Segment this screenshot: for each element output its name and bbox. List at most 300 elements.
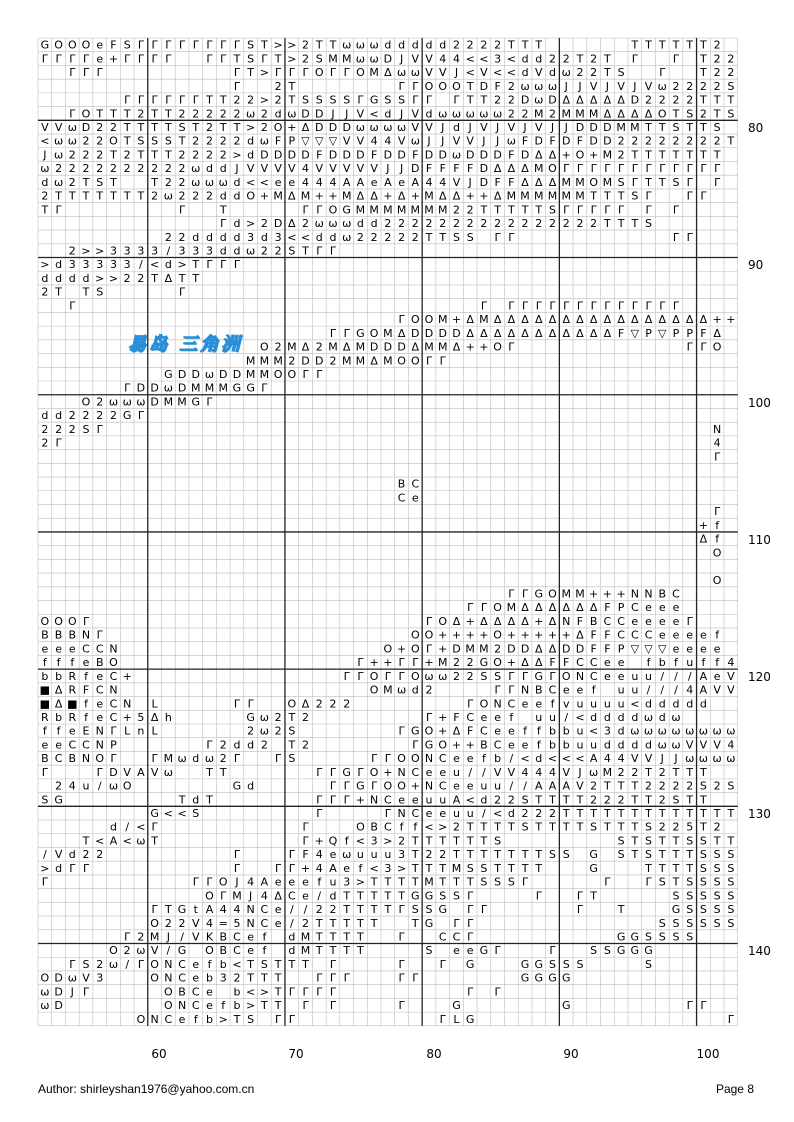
stitch-symbol: S [617, 848, 625, 862]
stitch-symbol: G [411, 889, 420, 903]
stitch-symbol: A [548, 779, 557, 793]
stitch-symbol: 3 [370, 834, 378, 848]
stitch-symbol: T [151, 834, 158, 848]
stitch-symbol: Γ [521, 299, 529, 313]
stitch-symbol: < [506, 66, 516, 80]
stitch-symbol: < [465, 793, 475, 807]
stitch-symbol: O [164, 999, 173, 1013]
stitch-symbol: d [233, 217, 241, 231]
stitch-symbol: Q [328, 834, 338, 848]
stitch-symbol: C [54, 752, 63, 766]
stitch-symbol: ω [67, 134, 77, 148]
stitch-symbol: Γ [631, 175, 638, 189]
stitch-symbol: M [245, 354, 256, 368]
stitch-symbol: Δ [521, 656, 529, 670]
stitch-symbol: O [438, 614, 448, 628]
stitch-symbol: F [576, 614, 584, 628]
stitch-symbol: B [68, 752, 77, 766]
stitch-symbol: 2 [302, 38, 310, 52]
stitch-symbol: T [219, 203, 227, 217]
stitch-symbol: + [616, 587, 626, 601]
stitch-symbol: F [576, 134, 584, 148]
stitch-symbol: d [260, 230, 268, 244]
stitch-symbol: b [233, 999, 241, 1013]
stitch-symbol: G [534, 587, 544, 601]
stitch-symbol: Δ [301, 121, 310, 135]
stitch-symbol: 2 [425, 848, 433, 862]
stitch-symbol: 2 [617, 148, 625, 162]
stitch-symbol: Δ [562, 93, 570, 107]
stitch-symbol: O [438, 738, 448, 752]
stitch-symbol: Γ [686, 230, 693, 244]
stitch-symbol: e [603, 656, 611, 670]
stitch-symbol: T [343, 903, 351, 917]
stitch-symbol: > [396, 861, 407, 875]
stitch-symbol: 2 [507, 107, 515, 121]
stitch-symbol: J [482, 134, 486, 148]
stitch-symbol: B [589, 614, 598, 628]
stitch-symbol: + [314, 189, 324, 203]
stitch-symbol: Δ [521, 313, 529, 327]
stitch-symbol: G [122, 409, 132, 423]
stitch-symbol: O [40, 971, 50, 985]
stitch-symbol: d [55, 271, 63, 285]
stitch-symbol: Δ [576, 313, 584, 327]
stitch-symbol: S [713, 848, 721, 862]
stitch-symbol: Δ [589, 93, 598, 107]
stitch-symbol: S [617, 175, 625, 189]
stitch-symbol: T [261, 999, 268, 1013]
stitch-symbol: S [494, 669, 502, 683]
stitch-symbol: O [410, 752, 420, 766]
stitch-symbol: D [109, 765, 118, 779]
stitch-symbol: S [164, 134, 172, 148]
stitch-symbol: e [398, 793, 405, 807]
stitch-symbol: B [397, 477, 406, 491]
stitch-symbol: 2 [109, 409, 117, 423]
stitch-symbol: ω [657, 79, 667, 93]
stitch-symbol: J [441, 121, 445, 135]
stitch-symbol: O [205, 944, 214, 958]
stitch-symbol: D [438, 326, 447, 340]
stitch-symbol: ω [108, 957, 119, 971]
stitch-symbol: 2 [55, 422, 63, 436]
stitch-symbol: S [494, 834, 502, 848]
stitch-symbol: S [603, 944, 611, 958]
stitch-symbol: C [287, 889, 296, 903]
stitch-symbol: T [535, 820, 543, 834]
stitch-symbol: / [523, 779, 527, 793]
stitch-symbol: M [575, 189, 585, 203]
stitch-symbol: f [221, 999, 226, 1013]
stitch-symbol: Γ [494, 230, 501, 244]
stitch-symbol: ω [547, 79, 558, 93]
stitch-symbol: + [479, 340, 489, 354]
stitch-symbol: S [699, 779, 707, 793]
stitch-symbol: d [507, 807, 515, 821]
stitch-symbol: G [40, 38, 50, 52]
stitch-symbol: C [68, 738, 77, 752]
stitch-symbol: O [712, 546, 722, 560]
stitch-symbol: T [590, 189, 598, 203]
stitch-symbol: T [233, 1012, 241, 1026]
stitch-symbol: T [343, 944, 351, 958]
stitch-symbol: 2 [302, 738, 310, 752]
stitch-symbol: T [151, 175, 158, 189]
stitch-symbol: Γ [700, 999, 707, 1013]
stitch-symbol: < [520, 752, 530, 766]
stitch-symbol: f [399, 820, 404, 834]
stitch-symbol: Γ [137, 409, 144, 423]
stitch-symbol: d [603, 710, 611, 724]
stitch-symbol: Γ [69, 957, 76, 971]
stitch-symbol: Δ [480, 614, 488, 628]
stitch-symbol: Γ [576, 299, 584, 313]
stitch-symbol: e [453, 779, 460, 793]
stitch-symbol: Γ [412, 79, 419, 93]
stitch-symbol: f [207, 957, 212, 971]
stitch-symbol: 2 [699, 134, 707, 148]
stitch-symbol: T [41, 203, 49, 217]
stitch-symbol: d [55, 409, 63, 423]
stitch-symbol: Γ [165, 93, 172, 107]
stitch-symbol: 4 [617, 752, 625, 766]
stitch-symbol: ω [342, 217, 352, 231]
stitch-symbol: C [603, 614, 612, 628]
stitch-symbol: T [672, 38, 680, 52]
stitch-symbol: e [617, 669, 625, 683]
stitch-symbol: T [604, 217, 611, 231]
stitch-symbol: V [631, 752, 639, 766]
stitch-symbol: D [438, 148, 447, 162]
stitch-symbol: T [288, 93, 296, 107]
stitch-symbol: Δ [452, 614, 461, 628]
stitch-symbol: O [164, 985, 173, 999]
stitch-symbol: 3 [178, 244, 186, 258]
stitch-symbol: e [178, 1012, 186, 1026]
stitch-symbol: Δ [658, 313, 667, 327]
stitch-symbol: d [411, 38, 419, 52]
footer-author: Author: shirleyshan1976@yahoo.com.cn [38, 1082, 255, 1096]
stitch-symbol: T [137, 189, 145, 203]
stitch-symbol: A [260, 875, 269, 889]
stitch-symbol: 2 [658, 93, 666, 107]
stitch-symbol: T [631, 217, 639, 231]
stitch-symbol: 2 [645, 93, 653, 107]
stitch-symbol: T [713, 834, 721, 848]
stitch-symbol: D [520, 148, 530, 162]
stitch-symbol: 2 [466, 203, 474, 217]
stitch-symbol: Γ [398, 313, 405, 327]
stitch-symbol: 2 [247, 724, 255, 738]
stitch-symbol: 2 [233, 93, 241, 107]
stitch-symbol: T [219, 93, 227, 107]
stitch-symbol: + [589, 587, 599, 601]
stitch-symbol: Δ [507, 313, 516, 327]
stitch-symbol: 2 [658, 134, 666, 148]
stitch-symbol: T [700, 121, 707, 135]
stitch-symbol: G [191, 395, 201, 409]
stitch-symbol: M [300, 944, 311, 958]
stitch-symbol: Γ [96, 765, 103, 779]
stitch-symbol: S [645, 834, 653, 848]
stitch-symbol: / [97, 779, 102, 793]
stitch-symbol: 4 [439, 52, 447, 66]
stitch-symbol: Γ [288, 861, 295, 875]
stitch-symbol: < [95, 834, 105, 848]
stitch-symbol: T [439, 861, 447, 875]
stitch-symbol: O [150, 916, 159, 930]
stitch-symbol: e [343, 861, 351, 875]
stitch-symbol: 2 [137, 162, 145, 176]
stitch-symbol: Δ [699, 532, 708, 546]
stitch-symbol: 2 [41, 436, 49, 450]
stitch-symbol: > [40, 258, 50, 272]
stitch-symbol: 4 [603, 752, 611, 766]
stitch-symbol: C [548, 683, 557, 697]
stitch-symbol: ▽ [630, 642, 640, 656]
stitch-symbol: M [616, 121, 626, 135]
stitch-symbol: ω [246, 107, 256, 121]
stitch-symbol: M [479, 313, 489, 327]
stitch-symbol: J [564, 121, 568, 135]
stitch-symbol: Δ [576, 601, 584, 615]
stitch-symbol: T [576, 793, 584, 807]
stitch-symbol: O [356, 820, 365, 834]
stitch-symbol: T [164, 903, 172, 917]
stitch-symbol: 3 [494, 52, 502, 66]
stitch-symbol: 2 [260, 121, 268, 135]
stitch-symbol: Γ [233, 258, 241, 272]
stitch-symbol: C [576, 656, 584, 670]
stitch-symbol: < [465, 66, 475, 80]
stitch-symbol: Δ [644, 313, 653, 327]
stitch-symbol: e [274, 175, 282, 189]
stitch-symbol: T [357, 889, 364, 903]
stitch-symbol: T [411, 834, 419, 848]
stitch-symbol: 2 [151, 189, 159, 203]
stitch-symbol: d [233, 244, 241, 258]
stitch-symbol: J [660, 752, 664, 766]
stitch-symbol: T [288, 710, 296, 724]
stitch-symbol: d [645, 697, 653, 711]
stitch-symbol: P [288, 134, 296, 148]
stitch-symbol: 4 [315, 175, 323, 189]
stitch-symbol: T [55, 285, 62, 299]
stitch-symbol: + [122, 669, 132, 683]
stitch-symbol: + [438, 710, 448, 724]
stitch-symbol: N [370, 793, 379, 807]
stitch-symbol: G [520, 971, 530, 985]
stitch-symbol: 2 [219, 134, 227, 148]
stitch-symbol: Γ [535, 889, 542, 903]
stitch-symbol: C [109, 710, 118, 724]
stitch-symbol: T [700, 93, 707, 107]
stitch-symbol: G [342, 203, 351, 217]
stitch-symbol: S [645, 820, 653, 834]
stitch-symbol: d [315, 230, 323, 244]
stitch-symbol: Γ [192, 93, 199, 107]
stitch-symbol: e [68, 642, 76, 656]
stitch-symbol: Δ [535, 642, 543, 656]
stitch-symbol: / [660, 683, 665, 697]
stitch-symbol: > [108, 271, 119, 285]
stitch-symbol: 3 [82, 258, 90, 272]
stitch-symbol: + [712, 313, 722, 327]
stitch-symbol: f [413, 820, 418, 834]
stitch-symbol: M [300, 930, 311, 944]
stitch-symbol: T [713, 93, 721, 107]
stitch-symbol: 2 [274, 244, 282, 258]
stitch-symbol: O [109, 944, 118, 958]
stitch-symbol: T [343, 916, 351, 930]
stitch-symbol: Γ [316, 367, 323, 381]
stitch-symbol: T [700, 52, 707, 66]
stitch-symbol: Γ [151, 752, 158, 766]
stitch-symbol: T [672, 807, 680, 821]
stitch-symbol: T [727, 834, 735, 848]
stitch-symbol: V [82, 971, 90, 985]
stitch-symbol: / [289, 903, 294, 917]
stitch-symbol: T [247, 957, 255, 971]
stitch-symbol: f [42, 656, 47, 670]
stitch-symbol: S [549, 957, 556, 971]
stitch-symbol: T [68, 189, 76, 203]
stitch-symbol: Δ [548, 642, 557, 656]
stitch-symbol: M [588, 107, 599, 121]
stitch-symbol: T [466, 848, 474, 862]
stitch-symbol: O [493, 340, 502, 354]
stitch-symbol: 2 [411, 217, 419, 231]
stitch-symbol: f [70, 656, 75, 670]
stitch-symbol: e [96, 697, 104, 711]
stitch-symbol: G [232, 779, 242, 793]
stitch-symbol: / [125, 820, 130, 834]
stitch-symbol: V [425, 121, 433, 135]
stitch-symbol: e [603, 669, 611, 683]
stitch-symbol: J [454, 66, 459, 80]
stitch-symbol: T [645, 861, 652, 875]
stitch-symbol: T [713, 107, 721, 121]
stitch-symbol: T [261, 971, 268, 985]
stitch-symbol: Γ [233, 697, 241, 711]
row-label-120: 120 [748, 670, 771, 684]
stitch-symbol: 2 [494, 217, 502, 231]
stitch-symbol: V [260, 162, 269, 176]
stitch-symbol: G [561, 971, 571, 985]
stitch-symbol: D [561, 642, 571, 656]
stitch-symbol: Δ [535, 656, 543, 670]
stitch-symbol: e [192, 957, 200, 971]
stitch-symbol: 2 [480, 217, 488, 231]
stitch-symbol: > [259, 93, 269, 107]
stitch-symbol: b [206, 1012, 213, 1026]
stitch-symbol: N [424, 779, 434, 793]
stitch-symbol: Γ [69, 52, 76, 66]
stitch-symbol: Γ [659, 66, 666, 80]
stitch-symbol: f [715, 628, 720, 642]
stitch-symbol: f [674, 656, 678, 670]
stitch-symbol: 2 [576, 217, 584, 231]
stitch-symbol: T [439, 230, 447, 244]
stitch-symbol: S [713, 121, 721, 135]
stitch-symbol: u [631, 669, 639, 683]
stitch-symbol: A [205, 903, 214, 917]
stitch-symbol: D [342, 121, 351, 135]
stitch-symbol: b [206, 971, 213, 985]
stitch-symbol: V [425, 52, 433, 66]
stitch-symbol: Γ [302, 66, 309, 80]
stitch-symbol: 2 [164, 916, 172, 930]
stitch-symbol: ω [355, 38, 366, 52]
stitch-symbol: 2 [549, 807, 556, 821]
stitch-symbol: Γ [398, 656, 405, 670]
stitch-symbol: V [480, 121, 488, 135]
stitch-symbol: Γ [672, 203, 680, 217]
stitch-symbol: N [81, 628, 91, 642]
stitch-symbol: D [315, 107, 324, 121]
stitch-symbol: Γ [645, 189, 652, 203]
stitch-symbol: ω [40, 999, 50, 1013]
stitch-symbol: f [701, 656, 706, 670]
stitch-symbol: u [82, 779, 90, 793]
stitch-symbol: A [562, 779, 570, 793]
stitch-symbol: V [493, 765, 502, 779]
stitch-symbol: d [219, 162, 227, 176]
stitch-symbol: S [686, 916, 694, 930]
stitch-symbol: V [41, 121, 49, 135]
stitch-symbol: + [355, 793, 366, 807]
stitch-symbol: T [604, 189, 611, 203]
stitch-symbol: u [384, 848, 392, 862]
stitch-symbol: e [713, 669, 721, 683]
stitch-symbol: S [398, 93, 406, 107]
stitch-symbol: G [548, 971, 557, 985]
stitch-symbol: S [658, 930, 666, 944]
stitch-symbol: G [534, 971, 544, 985]
stitch-symbol: u [452, 807, 460, 821]
stitch-symbol: N [630, 587, 639, 601]
stitch-symbol: e [55, 738, 62, 752]
stitch-symbol: ω [40, 985, 50, 999]
stitch-symbol: Γ [302, 203, 309, 217]
stitch-symbol: + [287, 121, 297, 135]
stitch-symbol: e [576, 683, 584, 697]
stitch-symbol: Γ [508, 587, 515, 601]
stitch-symbol: e [658, 614, 666, 628]
stitch-symbol: 2 [398, 230, 406, 244]
stitch-symbol: V [411, 121, 420, 135]
stitch-symbol: D [630, 93, 640, 107]
stitch-symbol: T [206, 793, 213, 807]
stitch-symbol: d [206, 230, 213, 244]
stitch-symbol: 4 [727, 738, 735, 752]
stitch-symbol: 2 [164, 230, 172, 244]
stitch-symbol: 2 [439, 848, 447, 862]
stitch-symbol: F [521, 134, 529, 148]
stitch-symbol: T [631, 807, 639, 821]
stitch-symbol: J [70, 985, 74, 999]
stitch-symbol: Γ [124, 381, 131, 395]
stitch-symbol: D [479, 162, 489, 176]
stitch-symbol: V [699, 738, 708, 752]
stitch-symbol: 2 [631, 134, 639, 148]
stitch-symbol: S [713, 889, 721, 903]
stitch-symbol: M [424, 189, 434, 203]
stitch-symbol: E [82, 724, 90, 738]
stitch-symbol: T [507, 38, 515, 52]
stitch-symbol: < [232, 957, 242, 971]
